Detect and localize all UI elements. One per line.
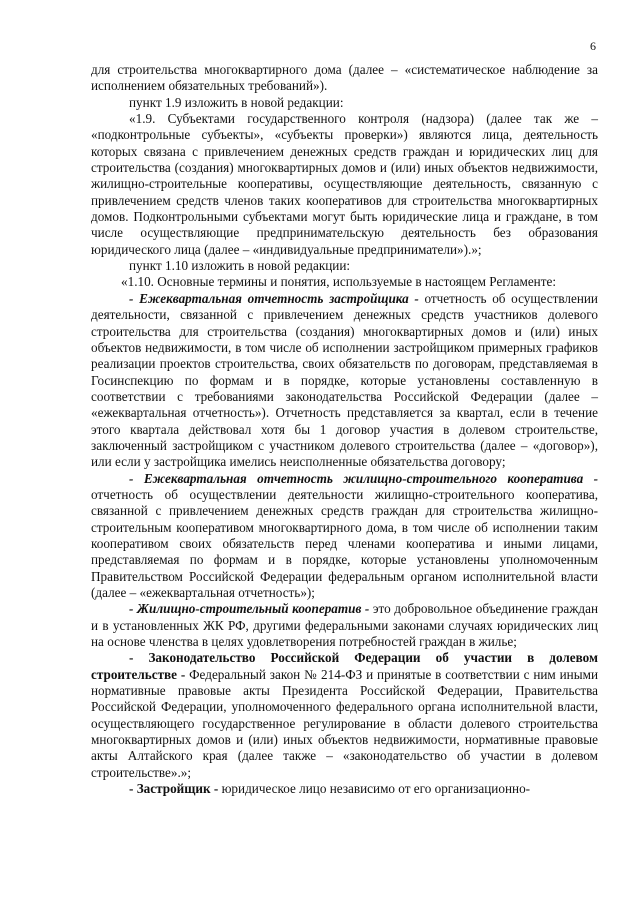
definition-housing-cooperative — [91, 601, 598, 650]
document-body — [91, 62, 598, 797]
definition-text: отчетность об осуществлении деятельности жилищно-строительного кооператива, связанной с привлечением денежных средств граждан для строительства жилищно-строительным кооперативом многоквартирного дома, в том числе об исполнении таким кооперативом своих обязательств перед членами кооператива и иными лицами, представляемая по формам и в порядке, которые установлены уполномоченным Правительством Российской Федерации федеральным органом исполнительной власти (далее – «ежеквартальная отчетность»); — [91, 486, 598, 600]
term-housing-cooperative: - Жилищно-строительный кооператив - — [129, 601, 370, 617]
definition-quarterly-cooperative-reporting — [91, 471, 598, 602]
paragraph-item-1-9: «1.9. Субъектами государственного контроля (надзора) (далее так же – «подконтрольные субъекты», «субъекты проверки») являются лица, деятельность которых связана с привлечением денежных средств граждан и юридических лиц для строительства (создания) многоквартирных домов и (или) иных объектов недвижимости, жилищно-строительные кооперативы, осуществляющие деятельность, связанную с привлечением средств членов таких кооперативов для строительства многоквартирных домов. Подконтрольными субъектами могут быть юридические лица и граждане, в том числе осуществляющие предпринимательскую деятельность без образования юридического лица (далее – «индивидуальные предприниматели»).»; — [91, 111, 598, 257]
page-number: 6 — [590, 39, 596, 53]
paragraph-item-1-10-intro: пункт 1.10 изложить в новой редакции: — [129, 258, 351, 274]
definition-text: Федеральный закон № 214-ФЗ и принятые в соответствии с ним иными нормативные правовые акты Президента Российской Федерации, Правительства Российской Федерации, уполномоченного федерального органа исполнительной власти, осуществляющего государственное регулирование в области долевого строительства многоквартирных домов и (или) иных объектов недвижимости, нормативные правовые акты Алтайского края (далее также – «законодательство об участии в долевом строительстве».»; — [91, 666, 599, 780]
definition-developer — [91, 781, 598, 797]
term-shared-construction-legislation: - Законодательство Российской Федерации об участии в долевом строительстве - — [91, 650, 598, 682]
definition-shared-construction-legislation — [91, 650, 598, 781]
definition-text: отчетность об осуществлении деятельности, связанной с привлечением денежных средств участников долевого строительства для строительства (создания) многоквартирных домов и (или) иных объектов недвижимости, в том числе об исполнении застройщиком примерных графиков реализации проектов строительства, своих обязательств по договорам, представляемая в Госинспекцию по формам и в порядке, которые установлены составленную в соответствии с требованиями законодательства Российской Федерации (далее – «ежеквартальная отчетность»). Отчетность представляется за квартал, если в течение этого квартала действовал хотя бы 1 договор участия в долевом строительстве, заключенный застройщиком с участником долевого строительства (далее – «договор»), или если у застройщика имелись неисполненные обязательства договору; — [91, 290, 598, 470]
term-quarterly-developer-reporting: - Ежеквартальная отчетность застройщика - — [129, 290, 419, 306]
paragraph-item-1-10: «1.10. Основные термины и понятия, используемые в настоящем Регламенте: — [121, 274, 557, 290]
definition-text: это добровольное объединение граждан и в установленных ЖК РФ, другими федеральными законами случаях юридических лиц на основе членства в целях удовлетворения потребностей граждан в жилье; — [91, 601, 598, 650]
term-quarterly-cooperative-reporting: - Ежеквартальная отчетность жилищно-строительного кооператива - — [129, 470, 598, 486]
paragraph-continuation: для строительства многоквартирного дома (далее – «систематическое наблюдение за исполнением обязательных требований»). — [91, 62, 598, 94]
paragraph-item-1-9-intro: пункт 1.9 изложить в новой редакции: — [129, 94, 344, 110]
definition-text: юридическое лицо независимо от его организационно- — [218, 781, 531, 797]
definition-quarterly-developer-reporting — [91, 291, 598, 471]
term-developer: - Застройщик - — [129, 781, 219, 797]
